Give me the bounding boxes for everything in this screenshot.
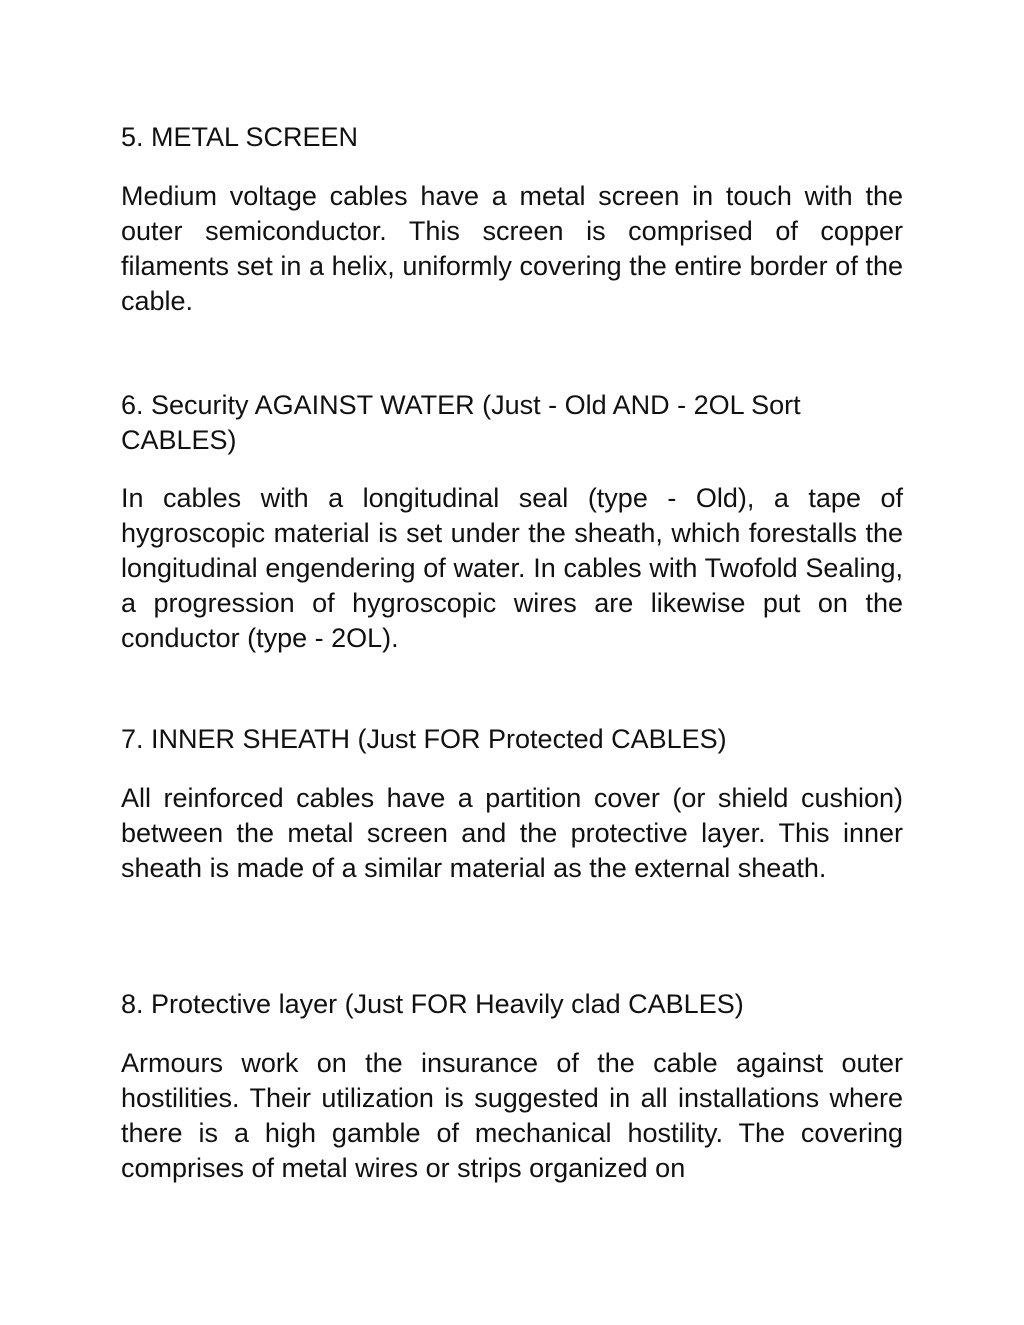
section-8-paragraph: Armours work on the insurance of the cable against outer hostilities. Their utilization is suggested in all installations where there is a high gamble of mechanical hostility. The covering comprises of metal wires or strips organized on: [121, 1048, 903, 1183]
section-5-heading: 5. METAL SCREEN: [121, 122, 359, 152]
section-6-heading: 6. Security AGAINST WATER (Just - Old AND - 2OL Sort CABLES): [121, 390, 801, 455]
section-6-paragraph: In cables with a longitudinal seal (type - Old), a tape of hygroscopic material is set under the sheath, which forestalls the longitudinal engendering of water. In cables with Twofold Sealing, a progression of hygroscopic wires are likewise put on the conductor (type - 2OL).: [121, 483, 903, 653]
section-5-paragraph: Medium voltage cables have a metal screen in touch with the outer semiconductor. This screen is comprised of copper filaments set in a helix, uniformly covering the entire border of the cable.: [121, 181, 903, 316]
section-7-heading: 7. INNER SHEATH (Just FOR Protected CABLES): [121, 724, 727, 754]
section-8-heading: 8. Protective layer (Just FOR Heavily clad CABLES): [121, 989, 744, 1019]
section-7-paragraph: All reinforced cables have a partition cover (or shield cushion) between the metal screen and the protective layer. This inner sheath is made of a similar material as the external sheath.: [121, 783, 903, 883]
